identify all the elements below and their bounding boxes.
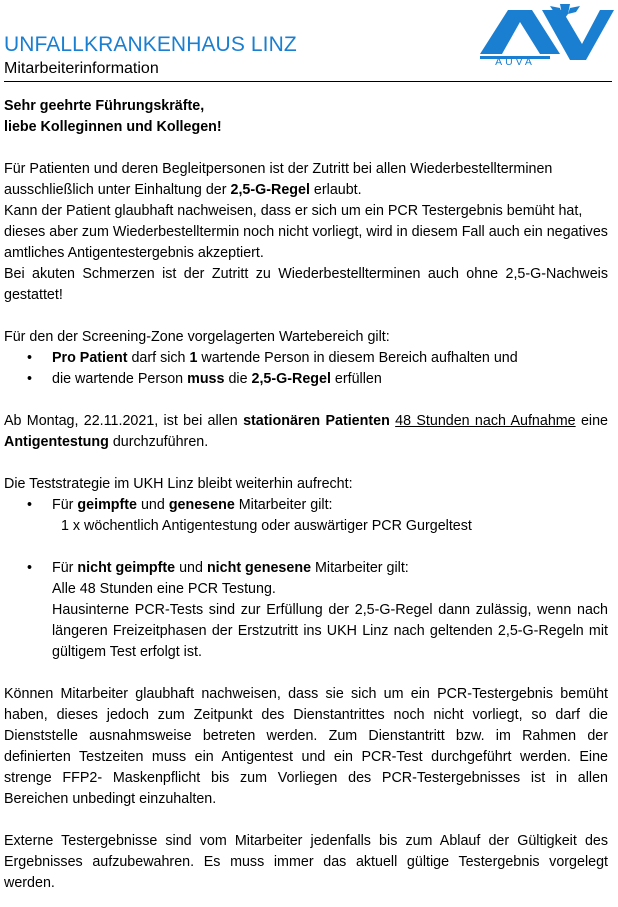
wb1-s3: 1 bbox=[189, 350, 198, 366]
g1-s1: Für bbox=[52, 497, 78, 513]
page-title: UNFALLKRANKENHAUS LINZ bbox=[4, 33, 297, 56]
mon-b: stationären Patienten bbox=[243, 413, 390, 429]
pcr-proof-paragraph: Kann der Patient glaubhaft nachweisen, dass er sich um ein PCR Testergebnis bemüht hat, dieses aber zum Wiederbestelltermin noch nicht vorliegt, wird in diesem Fall auch ein negatives amtliches Antigentestergebnis akzeptiert. bbox=[4, 203, 608, 261]
wb2-s1: die wartende Person bbox=[52, 371, 188, 387]
logo-label: AUVA bbox=[495, 56, 535, 68]
rule-25g-bold: 2,5-G-Regel bbox=[230, 182, 310, 198]
unvaccinated-rule-2: Hausinterne PCR-Tests sind zur Erfüllung der 2,5-G-Regel dann zulässig, wenn nach längeren Freizeitphasen der Erstzutritt ins UKH Linz nach geltenden 2,5-G-Regeln mit gültigem Test erfolgt ist. bbox=[52, 602, 608, 660]
wb1-s2: darf sich bbox=[127, 350, 190, 366]
page-subtitle: Mitarbeiterinformation bbox=[4, 60, 159, 77]
g2-s1: Für bbox=[52, 560, 78, 576]
salutation-line-1: Sehr geehrte Führungskräfte, bbox=[4, 98, 205, 114]
bullet-icon: • bbox=[27, 560, 33, 576]
waiting-area-intro: Für den der Screening-Zone vorgelagerten Wartebereich gilt: bbox=[4, 329, 390, 345]
g1-s4: genesene bbox=[168, 497, 235, 513]
waiting-bullet-1 bbox=[4, 348, 608, 369]
patient-access-text-end: erlaubt. bbox=[309, 182, 362, 198]
mon-d: 48 Stunden nach Aufnahme bbox=[395, 413, 576, 429]
mon-a: Ab Montag, 22.11.2021, ist bei allen bbox=[4, 413, 244, 429]
patient-access-paragraph bbox=[4, 159, 608, 201]
vaccinated-rule: 1 x wöchentlich Antigentestung oder auswärtiger PCR Gurgeltest bbox=[61, 518, 472, 534]
g1-s3: und bbox=[137, 497, 169, 513]
acute-pain-paragraph: Bei akuten Schmerzen ist der Zutritt zu Wiederbestellterminen auch ohne 2,5-G-Nachweis gestattet! bbox=[4, 266, 608, 303]
strategy-bullet-unvaccinated bbox=[4, 558, 608, 579]
wb1-s1: Pro Patient bbox=[52, 350, 128, 366]
staff-pcr-paragraph: Können Mitarbeiter glaubhaft nachweisen, dass sie sich um ein PCR-Testergebnis bemüht haben, dieses jedoch zum Zeitpunkt des Dienstantrittes noch nicht vorliegt, so darf die Dienststelle ausnahmsweise betreten werden. Zum Dienstantritt bzw. im Rahmen der definierten Testzeiten muss ein Antigentest und ein PCR-Test durchgeführt werden. Eine strenge FFP2- Maskenpflicht bis zum Vorliegen des PCR-Testergebnisses ist in allen Bereichen unbedingt einzuhalten. bbox=[4, 686, 608, 807]
wb2-s3: die bbox=[224, 371, 252, 387]
g1-s2: geimpfte bbox=[77, 497, 137, 513]
wb2-s5: erfüllen bbox=[330, 371, 382, 387]
header-rule bbox=[4, 81, 612, 82]
external-results-paragraph: Externe Testergebnisse sind vom Mitarbeiter jedenfalls bis zum Ablauf der Gültigkeit des Ergebnisses aufzubewahren. Es muss immer das aktuell gültige Testergebnis vorgelegt werden. bbox=[4, 833, 608, 891]
bullet-icon: • bbox=[27, 497, 33, 513]
g2-s3: und bbox=[175, 560, 207, 576]
letter-body bbox=[4, 96, 608, 894]
unvaccinated-rule-1: Alle 48 Stunden eine PCR Testung. bbox=[52, 581, 276, 597]
waiting-bullet-2 bbox=[4, 369, 608, 390]
mon-e: eine bbox=[575, 413, 608, 429]
strategy-intro: Die Teststrategie im UKH Linz bleibt weiterhin aufrecht: bbox=[4, 476, 353, 492]
g2-s5: Mitarbeiter gilt: bbox=[311, 560, 409, 576]
salutation-line-2: liebe Kolleginnen und Kollegen! bbox=[4, 119, 222, 135]
strategy-bullet-vaccinated bbox=[4, 495, 608, 516]
patient-access-text: Für Patienten und deren Begleitpersonen ist der Zutritt bei allen Wiederbestellterminen ausschließlich unter Einhaltung der bbox=[4, 161, 553, 198]
wb2-s2: muss bbox=[187, 371, 225, 387]
g2-s2: nicht geimpfte bbox=[77, 560, 176, 576]
bullet-icon: • bbox=[27, 371, 33, 387]
g2-s4: nicht genesene bbox=[206, 560, 312, 576]
mon-f: Antigentestung bbox=[4, 434, 109, 450]
bullet-icon: • bbox=[27, 350, 33, 366]
g1-s5: Mitarbeiter gilt: bbox=[234, 497, 333, 513]
wb2-s4: 2,5-G-Regel bbox=[251, 371, 331, 387]
wb1-s4: wartende Person in diesem Bereich aufhalten und bbox=[197, 350, 518, 366]
monday-antigen-paragraph bbox=[4, 411, 608, 453]
mon-g: durchzuführen. bbox=[108, 434, 209, 450]
